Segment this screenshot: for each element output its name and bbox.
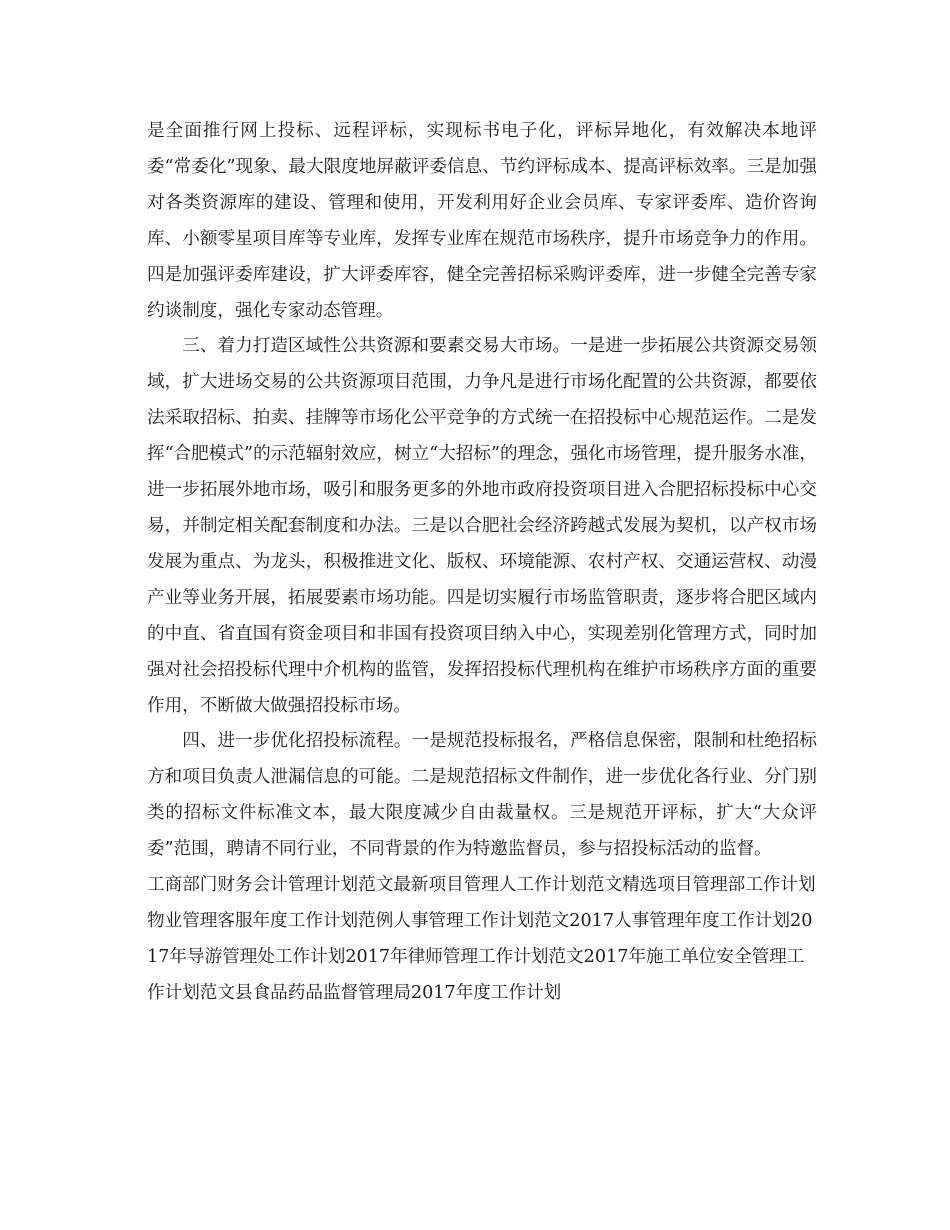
paragraph-section-three: 三、着力打造区域性公共资源和要素交易大市场。一是进一步拓展公共资源交易领域，扩大进场交易的公共资源项目范围，力争凡是进行市场化配置的公共资源，都要依法采取招标、拍卖、挂牌等市场化公平竞争的方式统一在招投标中心规范运作。二是发挥“合肥模式”的示范辐射效应，树立“大招标”的理念，强化市场管理，提升服务水准，进一步拓展外地市场，吸引和服务更多的外地市政府投资项目进入合肥招标投标中心交易，并制定相关配套制度和办法。三是以合肥社会经济跨越式发展为契机，以产权市场发展为重点、为龙头，积极推进文化、版权、环境能源、农村产权、交通运营权、动漫产业等业务开展，拓展要素市场功能。四是切实履行市场监管职责，逐步将合肥区域内的中直、省直国有资金项目和非国有投资项目纳入中心，实现差别化管理方式，同时加强对社会招投标代理中介机构的监管，发挥招投标代理机构在维护市场秩序方面的重要作用，不断做大做强招投标市场。	[147, 336, 817, 716]
related-link[interactable]: 工商部门财务会计管理计划范文	[147, 875, 394, 896]
paragraph-section-four: 四、进一步优化招投标流程。一是规范投标报名，严格信息保密，限制和杜绝招标方和项目负责人泄漏信息的可能。二是规范招标文件制作，进一步优化各行业、分门别类的招标文件标准文本，最大限度减少自由裁量权。三是规范开评标，扩大“大众评委”范围，聘请不同行业，不同背景的作为特邀监督员，参与招投标活动的监督。	[147, 731, 817, 860]
related-link[interactable]: 人事管理工作计划范文	[393, 910, 570, 931]
related-link[interactable]: 县食品药品监督管理局2017年度工作计划	[234, 982, 562, 1003]
related-link[interactable]: 2017人事管理年度工作计划	[569, 910, 790, 931]
related-link[interactable]: 精选项目管理部工作计划	[622, 875, 816, 896]
related-link[interactable]: 物业管理客服年度工作计划范例	[147, 910, 394, 931]
related-links	[147, 868, 817, 1012]
document-body	[147, 114, 817, 1012]
related-link[interactable]: 2017年导游管理处工作计划	[147, 910, 813, 967]
related-link[interactable]: 2017年律师管理工作计划范文	[345, 946, 584, 967]
paragraph-continuation: 是全面推行网上投标、远程评标，实现标书电子化，评标异地化，有效解决本地评委“常委化”现象、最大限度地屏蔽评委信息、节约评标成本、提高评标效率。三是加强对各类资源库的建设、管理和使用，开发利用好企业会员库、专家评委库、造价咨询库、小额零星项目库等专业库，发挥专业库在规范市场秩序，提升市场竞争力的作用。四是加强评委库建设，扩大评委库容，健全完善招标采购评委库，进一步健全完善专家约谈制度，强化专家动态管理。	[147, 121, 817, 321]
related-link[interactable]: 最新项目管理人工作计划范文	[393, 875, 623, 896]
related-link[interactable]: 2017年施工单位安全管理工作计划范文	[147, 946, 805, 1003]
